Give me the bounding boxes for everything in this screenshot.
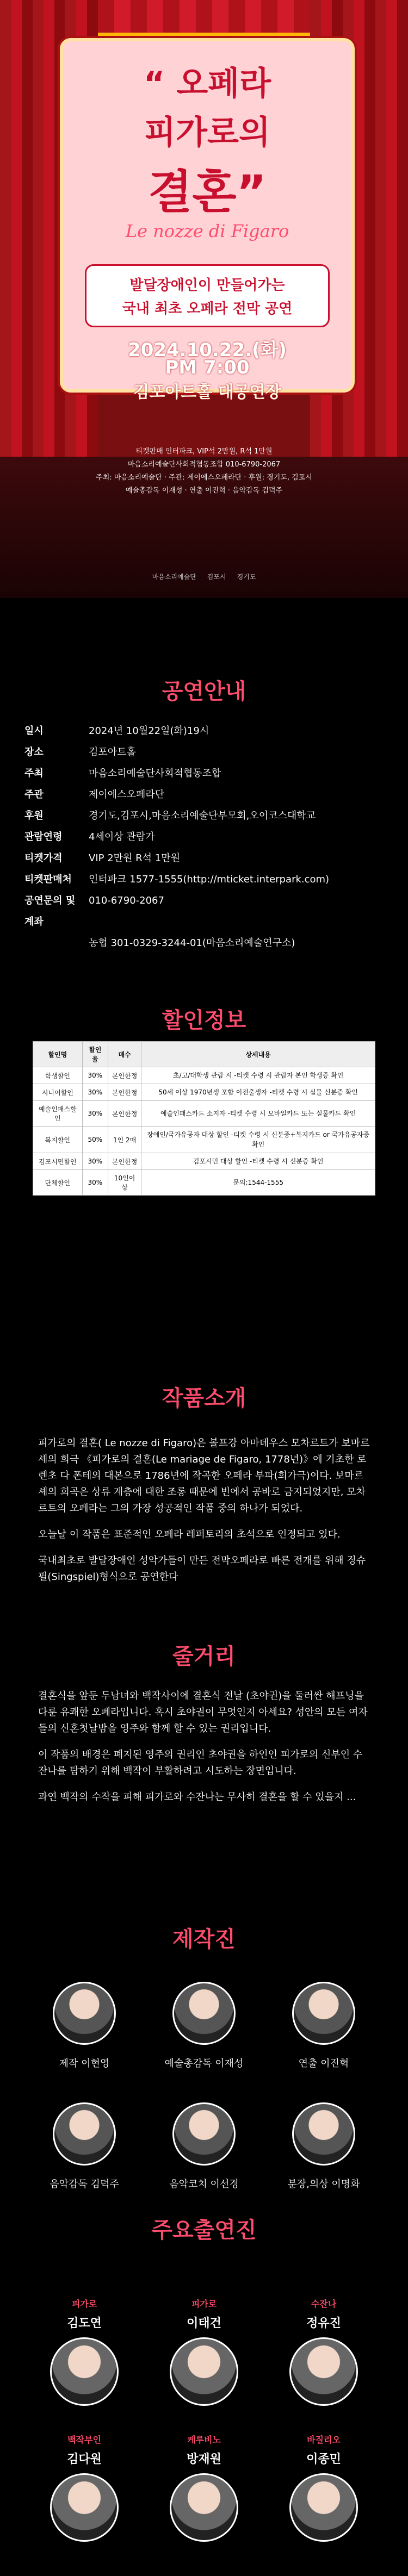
plot-paragraph: 이 작품의 배경은 폐지된 영주의 권리인 초야권을 하인인 피가로의 신부인 수잔나를 탐하기 위해 백작이 부활하려고 시도하는 장면입니다. xyxy=(38,1749,363,1777)
avatar xyxy=(292,1982,355,2045)
discount-desc: 장애인/국가유공자 대상 할인 -티켓 수령 시 신분증+복지카드 or 국가유공자증 확인 xyxy=(141,1127,375,1153)
discount-rate: 30% xyxy=(82,1170,108,1196)
discount-name: 예술인패스할인 xyxy=(33,1101,83,1127)
about-paragraph: 피가로의 결혼( Le nozze di Figaro)은 볼프강 아마데우스 모차르트가 보마르셰의 희극 《피가로의 결혼(Le mariage de Figaro, 1778년)》에 기초한 로렌초 다 폰테의 대본으로 1786년에 작곡한 오페라 부파(희가극)이다. 보마르셰의 희곡은 상류 계층에 대한 조롱 때문에 빈에서 공바로 금지되었지만, 모차르트의 오페라는 그의 가장 성공적인 작품 중의 하나가 되었다. xyxy=(38,1438,370,1514)
table-row xyxy=(33,1084,375,1101)
discount-table xyxy=(33,1041,375,1196)
info-item xyxy=(24,869,389,890)
staff-caption: 음악코치 이선경 xyxy=(169,2179,239,2190)
discount-qty: 본인한정 xyxy=(108,1084,141,1101)
title-line-1: “ 오페라 xyxy=(143,65,271,103)
cast-name: 이종민 xyxy=(306,2453,341,2466)
discount-header: 매수 xyxy=(108,1042,141,1067)
about-paragraph: 국내최초로 발달장애인 성악가들이 만든 전막오페라로 빠른 전개를 위해 징슈필(Singspiel)형식으로 공연한다 xyxy=(38,1555,366,1583)
cast-role: 케루비노 xyxy=(187,2435,221,2445)
cast-role: 바질리오 xyxy=(307,2435,341,2445)
discount-header: 할인율 xyxy=(82,1042,108,1067)
staff-card xyxy=(264,2102,384,2191)
cast-card xyxy=(264,2433,384,2542)
discount-qty: 본인한정 xyxy=(108,1153,141,1170)
cast-name: 방재원 xyxy=(187,2453,221,2466)
cast-role: 수잔나 xyxy=(311,2299,337,2309)
avatar xyxy=(170,2473,238,2542)
table-row xyxy=(33,1101,375,1127)
about-paragraph: 오늘날 이 작품은 표준적인 오페라 레퍼토리의 초석으로 인정되고 있다. xyxy=(38,1529,341,1540)
cast-card xyxy=(24,2297,144,2406)
cast-card xyxy=(144,2297,264,2406)
info-item xyxy=(24,890,389,932)
info-label: 장소 xyxy=(24,746,44,758)
cast-card xyxy=(264,2297,384,2406)
table-row xyxy=(33,1170,375,1196)
poster-credits xyxy=(0,446,408,498)
performance-venue: 김포아트홀 대공연장 xyxy=(133,383,281,402)
cast-role: 피가로 xyxy=(191,2299,217,2309)
table-row xyxy=(33,1127,375,1153)
avatar xyxy=(289,2337,358,2406)
plot-text xyxy=(38,1688,370,1815)
plot-title: 줄거리 xyxy=(172,1644,236,1669)
cast-title: 주요출연진 xyxy=(151,2218,257,2243)
subtitle-ribbon xyxy=(85,264,330,327)
discount-rate: 30% xyxy=(82,1084,108,1101)
cast-role: 피가로 xyxy=(71,2299,97,2309)
avatar xyxy=(170,2337,238,2406)
discount-desc: 예술인패스카드 소지자 -티켓 수령 시 모바일카드 또는 실물카드 확인 xyxy=(141,1101,375,1127)
info-value: 경기도,김포시,마음소리예술단부모회,오이코스대학교 xyxy=(89,810,316,822)
info-item xyxy=(24,720,389,742)
info-label: 티켓판매처 xyxy=(24,874,72,885)
sponsor-logo: 경기도 xyxy=(237,573,256,581)
info-value: 제이에스오페라단 xyxy=(89,789,165,800)
info-value: 인터파크 1577-1555(http://mticket.interpark.com) xyxy=(89,874,330,885)
staff-caption: 예술총감독 이재성 xyxy=(164,2058,244,2069)
table-row xyxy=(33,1153,375,1170)
info-value: 2024년 10월22일(화)19시 xyxy=(89,725,209,737)
about-text xyxy=(38,1435,370,1595)
discount-desc: 김포시민 대상 할인 -티켓 수령 시 신분증 확인 xyxy=(141,1153,375,1170)
discount-header: 상세내용 xyxy=(141,1042,375,1067)
discount-header-row xyxy=(33,1042,375,1067)
cast-grid xyxy=(24,2297,384,2542)
info-label: 공연문의 및 계좌 xyxy=(24,895,76,928)
discount-name: 시니어할인 xyxy=(33,1084,83,1101)
discount-name: 김포시민할인 xyxy=(33,1153,83,1170)
info-label: 일시 xyxy=(24,725,44,737)
info-item xyxy=(24,805,389,826)
staff-caption: 제작 이현영 xyxy=(59,2058,110,2069)
info-value: 김포아트홀 xyxy=(89,746,136,758)
discount-rate: 50% xyxy=(82,1127,108,1153)
cast-card xyxy=(24,2433,144,2542)
info-list xyxy=(24,720,389,954)
avatar xyxy=(292,2102,355,2166)
discount-desc: 초/고/대학생 관람 시 -티켓 수령 시 관람자 본인 학생증 확인 xyxy=(141,1067,375,1084)
info-label: 주최 xyxy=(24,768,44,779)
info-label: 주관 xyxy=(24,789,44,800)
credit-line: 주최: 마음소리예술단 · 주관: 제이에스오페라단 · 후원: 경기도, 김포시 xyxy=(96,474,312,482)
staff-grid xyxy=(24,1982,384,2191)
discount-qty: 10인이상 xyxy=(108,1170,141,1196)
info-title: 공연안내 xyxy=(162,679,246,704)
discount-name: 단체할인 xyxy=(33,1170,83,1196)
staff-caption: 연출 이진혁 xyxy=(298,2058,349,2069)
info-value: 마음소리예술단사회적협동조합 xyxy=(89,768,221,779)
staff-caption: 분장,의상 이명화 xyxy=(287,2179,360,2190)
credit-line: 마음소리예술단사회적협동조합 010-6790-2067 xyxy=(127,461,281,469)
discount-desc: 문의:1544-1555 xyxy=(141,1170,375,1196)
info-label: 티켓가격 xyxy=(24,853,63,864)
plot-paragraph: 결혼식을 앞둔 두남녀와 백작사이에 결혼식 전날 (초야권)을 둘러싼 해프닝을 다룬 유쾌한 오페라입니다. 혹시 초야권이 무엇인지 아세요? 성안의 모든 여자들의 신혼첫날밤을 영주와 함께 할 수 있는 권리입니다. xyxy=(38,1690,368,1734)
discount-rate: 30% xyxy=(82,1153,108,1170)
discount-title: 할인정보 xyxy=(162,1008,246,1033)
cast-name: 김도연 xyxy=(67,2317,102,2330)
ribbon-line-1: 발달장애인이 만들어가는 xyxy=(129,277,285,294)
info-item xyxy=(24,763,389,784)
info-item xyxy=(24,826,389,848)
cast-name: 정유진 xyxy=(306,2317,341,2330)
cast-role: 백작부인 xyxy=(67,2435,101,2445)
info-value: 4세이상 관람가 xyxy=(89,831,155,843)
info-label: 관람연령 xyxy=(24,831,63,843)
info-label: 후원 xyxy=(24,810,44,822)
title-sign xyxy=(60,38,355,402)
avatar xyxy=(172,2102,236,2166)
discount-qty: 본인한정 xyxy=(108,1101,141,1127)
sponsor-logo: 마음소리예술단 xyxy=(152,573,196,581)
plot-paragraph: 과연 백작의 수작을 피해 피가로와 수잔나는 무사히 결혼을 할 수 있을지 ... xyxy=(38,1791,356,1803)
discount-name: 학생할인 xyxy=(33,1067,83,1084)
title-line-3: 결혼” xyxy=(148,165,267,219)
staff-caption: 음악감독 김덕주 xyxy=(50,2179,119,2190)
info-value: 010-6790-2067 xyxy=(89,895,164,906)
title-line-2: 피가로의 xyxy=(144,114,270,152)
avatar xyxy=(289,2473,358,2542)
discount-desc: 50세 이상 1970년생 포함 이전출생자 -티켓 수령 시 실물 신분증 확인 xyxy=(141,1084,375,1101)
italic-subtitle: Le nozze di Figaro xyxy=(125,221,289,241)
staff-card xyxy=(24,2102,144,2191)
info-item xyxy=(24,784,389,805)
staff-card xyxy=(144,1982,264,2070)
staff-card xyxy=(144,2102,264,2191)
info-item xyxy=(24,742,389,763)
discount-qty: 본인한정 xyxy=(108,1067,141,1084)
ribbon-line-2: 국내 최초 오페라 전막 공연 xyxy=(122,301,293,317)
sponsor-logo: 김포시 xyxy=(207,573,226,581)
avatar xyxy=(172,1982,236,2045)
staff-card xyxy=(24,1982,144,2070)
about-title: 작품소개 xyxy=(162,1386,246,1411)
sponsor-bar xyxy=(0,565,408,587)
cast-name: 이태건 xyxy=(187,2317,221,2330)
performance-date: 2024.10.22.(화) xyxy=(128,339,287,361)
discount-name: 복지할인 xyxy=(33,1127,83,1153)
discount-rate: 30% xyxy=(82,1067,108,1084)
avatar xyxy=(53,1982,116,2045)
poster xyxy=(0,0,408,598)
credit-line: 예술총감독 이재성 · 연출 이진혁 · 음악감독 김덕주 xyxy=(125,487,283,495)
performance-time: PM 7:00 xyxy=(165,357,250,378)
avatar xyxy=(53,2102,116,2166)
info-item xyxy=(24,848,389,869)
discount-rate: 30% xyxy=(82,1101,108,1127)
staff-title: 제작진 xyxy=(172,1927,236,1952)
cast-card xyxy=(144,2433,264,2542)
avatar xyxy=(50,2473,119,2542)
cast-name: 김다원 xyxy=(67,2453,102,2466)
avatar xyxy=(50,2337,119,2406)
bank-account: 농협 301-0329-3244-01(마음소리예술연구소) xyxy=(89,937,295,949)
discount-qty: 1인 2매 xyxy=(108,1127,141,1153)
credit-line: 티켓판매 인터파크, VIP석 2만원, R석 1만원 xyxy=(135,447,273,456)
staff-card xyxy=(264,1982,384,2070)
info-value: VIP 2만원 R석 1만원 xyxy=(89,853,180,864)
table-row xyxy=(33,1067,375,1084)
discount-header: 할인명 xyxy=(33,1042,83,1067)
